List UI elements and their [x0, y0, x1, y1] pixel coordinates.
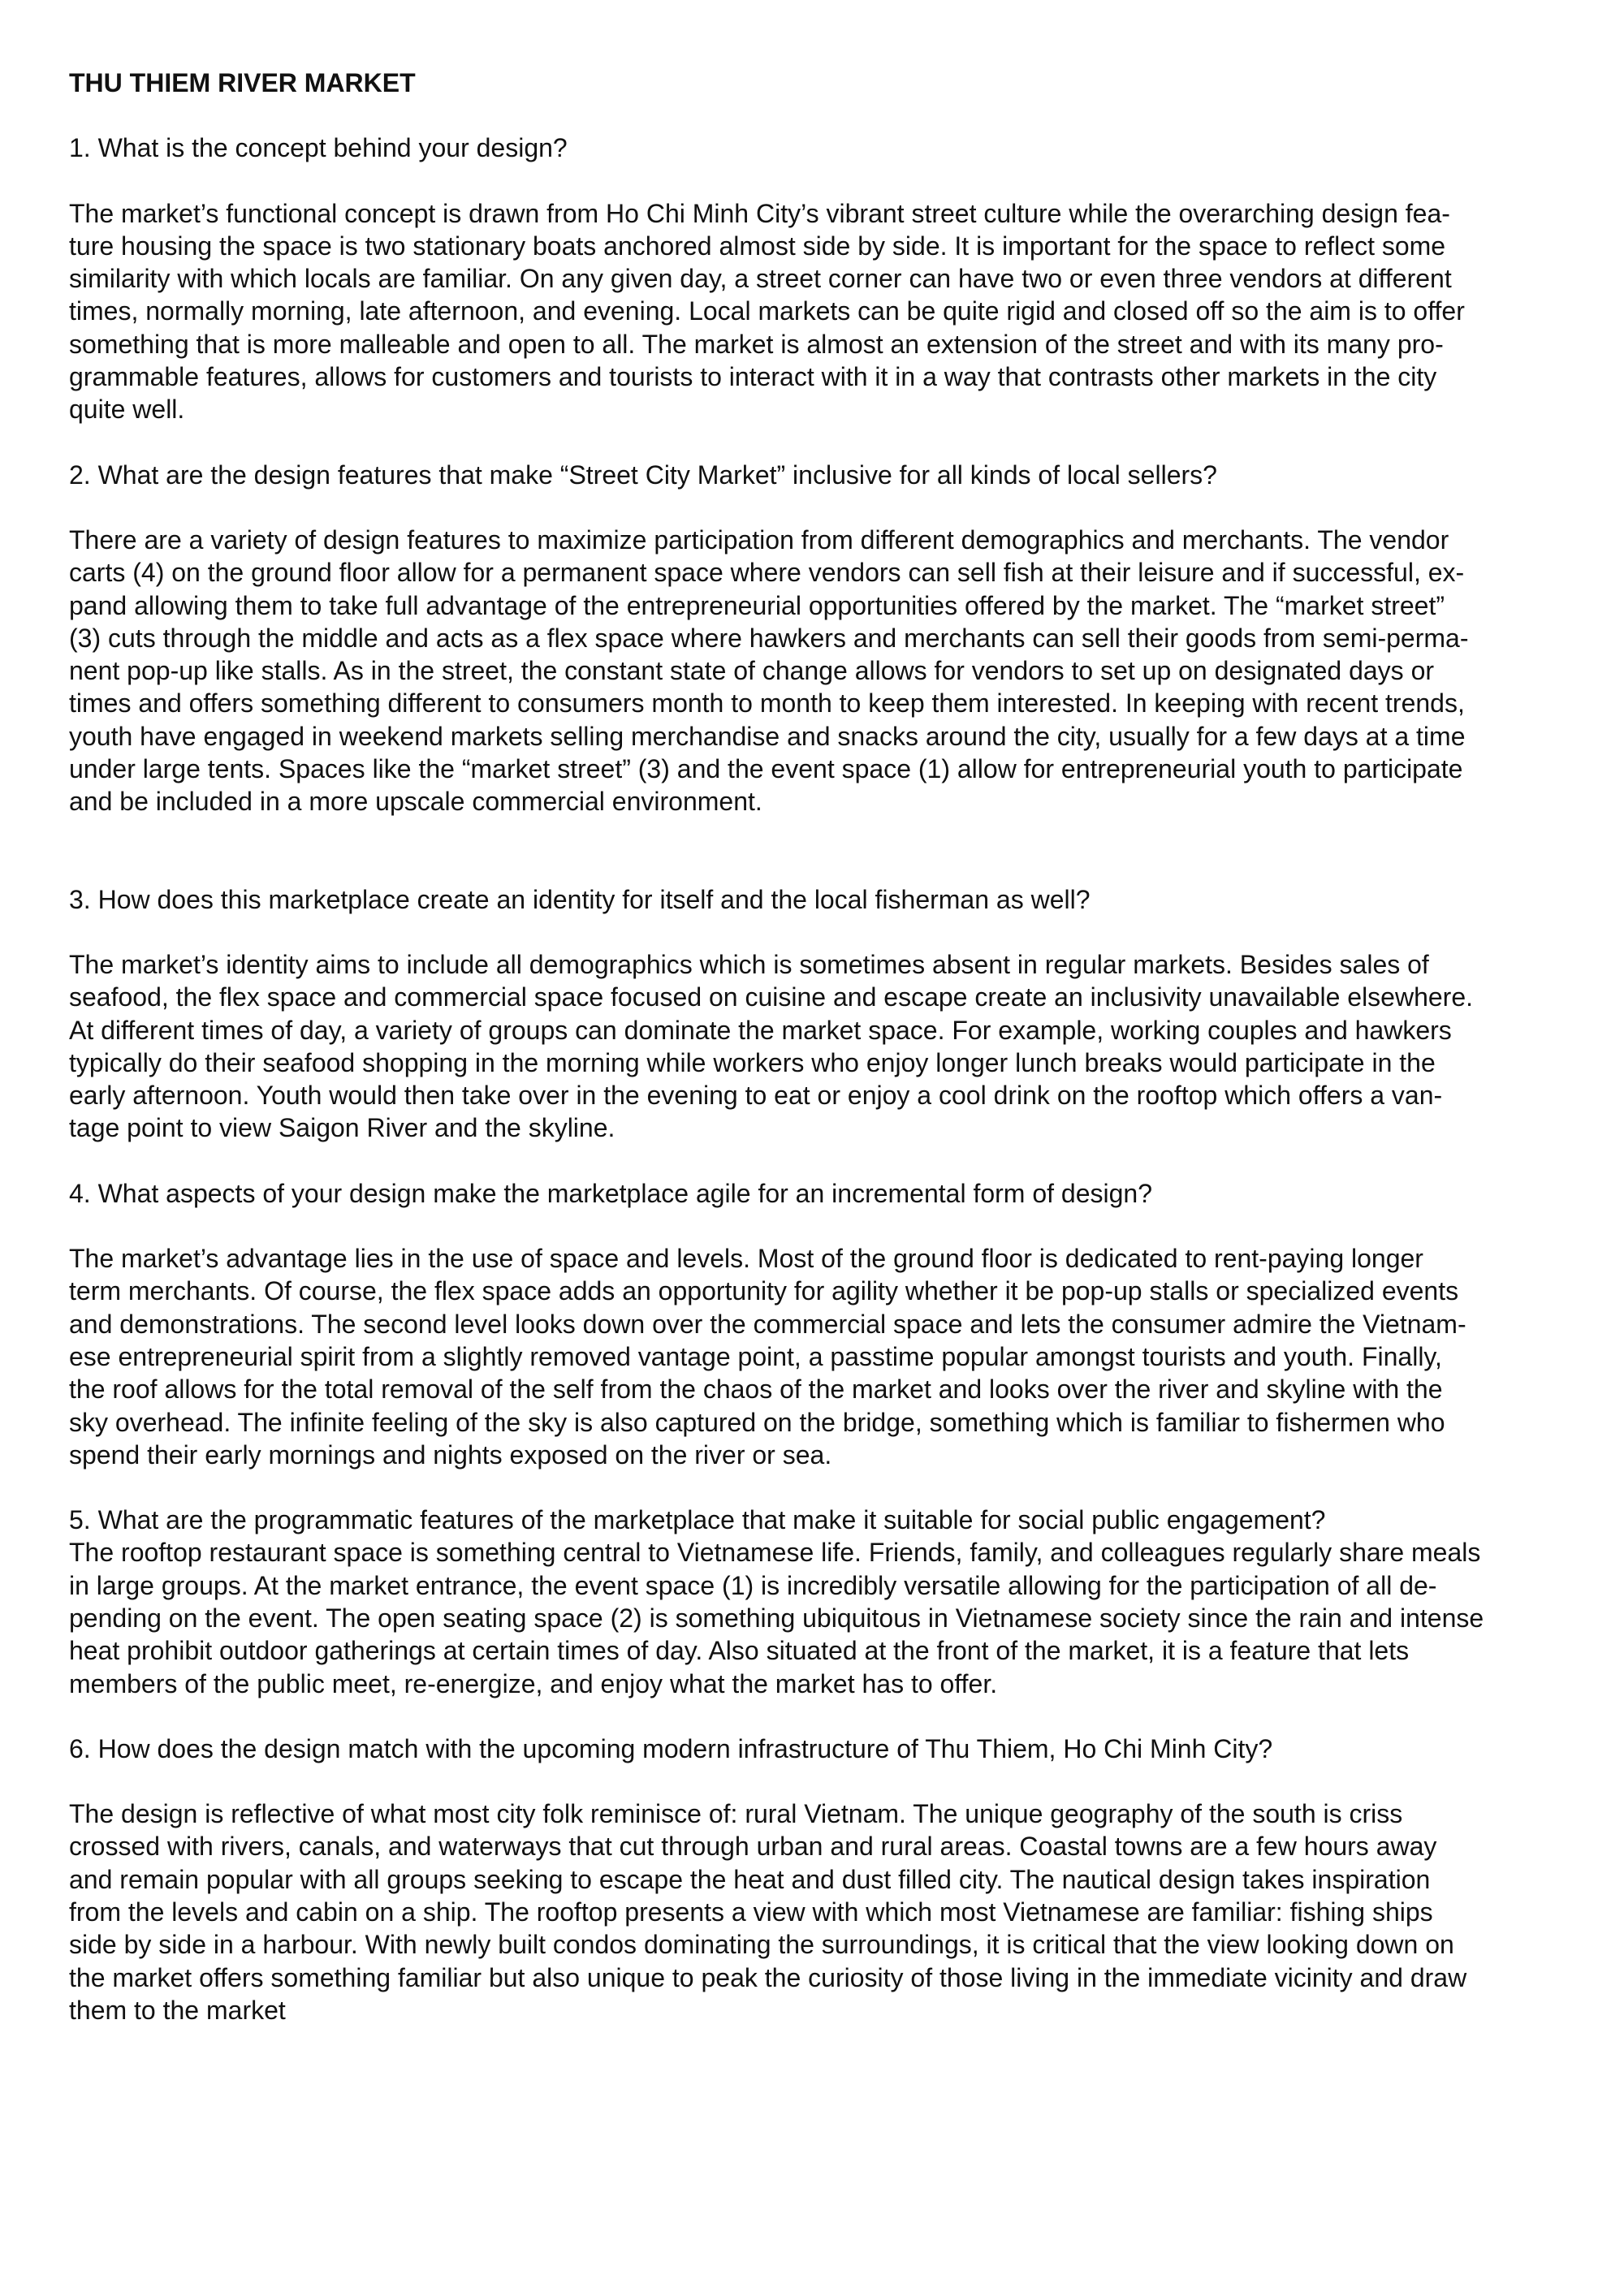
answer-line: The market’s advantage lies in the use of space and levels. Most of the ground floor is dedicated to rent-paying longer — [69, 1244, 1423, 1274]
answer-line: The market’s identity aims to include all demographics which is sometimes absent in regular markets. Besides sales of — [69, 949, 1429, 979]
answer-line: tage point to view Saigon River and the skyline. — [69, 1113, 615, 1143]
answer-line: The design is reflective of what most city folk reminisce of: rural Vietnam. The unique geography of the south is criss — [69, 1799, 1403, 1829]
answer-line: times, normally morning, late afternoon, and evening. Local markets can be quite rigid and closed off so the aim is to offer — [69, 296, 1465, 326]
question-2: 2. What are the design features that make “Street City Market” inclusive for all kinds of local sellers? — [69, 460, 1217, 490]
answer-line: The market’s functional concept is drawn from Ho Chi Minh City’s vibrant street culture while the overarching design fea- — [69, 198, 1450, 228]
answer-line: The rooftop restaurant space is something central to Vietnamese life. Friends, family, and colleagues regularly share meals — [69, 1538, 1481, 1568]
answer-line: crossed with rivers, canals, and waterways that cut through urban and rural areas. Coastal towns are a few hours away — [69, 1832, 1437, 1862]
answer-line: something that is more malleable and open to all. The market is almost an extension of the street and with its many pro- — [69, 329, 1444, 359]
answer-line: ture housing the space is two stationary boats anchored almost side by side. It is important for the space to reflect some — [69, 231, 1446, 261]
answer-6 — [69, 1798, 1563, 2026]
answer-line: times and offers something different to consumers month to month to keep them interested. In keeping with recent trends, — [69, 688, 1465, 719]
answer-line: There are a variety of design features to maximize participation from different demographics and merchants. The vendor — [69, 524, 1449, 555]
answer-line: early afternoon. Youth would then take over in the evening to eat or enjoy a cool drink on the rooftop which offers a van- — [69, 1081, 1443, 1111]
answer-line: youth have engaged in weekend markets selling merchandise and snacks around the city, usually for a few days at a time — [69, 721, 1466, 751]
answer-line: heat prohibit outdoor gatherings at certain times of day. Also situated at the front of the market, it is a feature that lets — [69, 1636, 1410, 1666]
answer-line: seafood, the flex space and commercial space focused on cuisine and escape create an inclusivity unavailable elsewhere. — [69, 982, 1474, 1012]
question-1: 1. What is the concept behind your design? — [69, 133, 568, 163]
section-6 — [69, 1733, 1563, 2026]
answer-line: (3) cuts through the middle and acts as a flex space where hawkers and merchants can sell their goods from semi-perma- — [69, 623, 1469, 653]
answer-line: ese entrepreneurial spirit from a slightly removed vantage point, a passtime popular amongst tourists and youth. Finally, — [69, 1341, 1442, 1371]
section-4 — [69, 1177, 1563, 1471]
question-5: 5. What are the programmatic features of the marketplace that make it suitable for social public engagement? — [69, 1505, 1326, 1535]
answer-line: from the levels and cabin on a ship. The rooftop presents a view with which most Vietnamese are familiar: fishing ships — [69, 1897, 1433, 1927]
answer-line: quite well. — [69, 395, 185, 425]
question-4: 4. What aspects of your design make the marketplace agile for an incremental form of design? — [69, 1178, 1153, 1208]
answer-line: and be included in a more upscale commercial environment. — [69, 787, 762, 817]
section-2 — [69, 459, 1563, 818]
question-6: 6. How does the design match with the upcoming modern infrastructure of Thu Thiem, Ho Chi Minh City? — [69, 1733, 1273, 1763]
section-1 — [69, 132, 1563, 425]
answer-line: carts (4) on the ground floor allow for a permanent space where vendors can sell fish at their leisure and if successful, ex- — [69, 558, 1465, 588]
answer-1 — [69, 197, 1563, 426]
answer-line: term merchants. Of course, the flex space adds an opportunity for agility whether it be pop-up stalls or specialized events — [69, 1276, 1459, 1306]
answer-line: nent pop-up like stalls. As in the street, the constant state of change allows for vendors to set up on designated days or — [69, 656, 1435, 686]
answer-line: typically do their seafood shopping in the morning while workers who enjoy longer lunch breaks would participate in the — [69, 1047, 1436, 1077]
answer-4 — [69, 1242, 1563, 1471]
answer-line: pand allowing them to take full advantage of the entrepreneurial opportunities offered by the market. The “market street” — [69, 590, 1445, 620]
answer-line: and demonstrations. The second level looks down over the commercial space and lets the consumer admire the Vietnam- — [69, 1309, 1466, 1339]
answer-line: similarity with which locals are familiar. On any given day, a street corner can have two or even three vendors at different — [69, 264, 1452, 294]
answer-line: the roof allows for the total removal of the self from the chaos of the market and looks over the river and skyline with the — [69, 1375, 1443, 1405]
answer-line: the market offers something familiar but also unique to peak the curiosity of those living in the immediate vicinity and draw — [69, 1962, 1467, 1992]
answer-line: and remain popular with all groups seeking to escape the heat and dust filled city. The nautical design takes inspiration — [69, 1864, 1431, 1894]
section-5 — [69, 1504, 1563, 1700]
answer-line: members of the public meet, re-energize, and enjoy what the market has to offer. — [69, 1668, 998, 1698]
answer-line: side by side in a harbour. With newly built condos dominating the surroundings, it is critical that the view looking down on — [69, 1930, 1454, 1960]
document-page — [69, 67, 1563, 2026]
answer-line: in large groups. At the market entrance, the event space (1) is incredibly versatile allowing for the participation of all de- — [69, 1570, 1437, 1600]
answer-2 — [69, 524, 1563, 818]
document-title: THU THIEM RIVER MARKET — [69, 68, 416, 97]
section-3 — [69, 883, 1563, 1145]
answer-line: pending on the event. The open seating space (2) is something ubiquitous in Vietnamese society since the rain and intense — [69, 1603, 1484, 1633]
answer-line: At different times of day, a variety of groups can dominate the market space. For example, working couples and hawkers — [69, 1015, 1452, 1045]
question-3: 3. How does this marketplace create an identity for itself and the local fisherman as well? — [69, 884, 1091, 914]
answer-5 — [69, 1536, 1563, 1699]
answer-line: spend their early mornings and nights exposed on the river or sea. — [69, 1439, 832, 1470]
answer-line: them to the market — [69, 1995, 286, 2025]
answer-line: sky overhead. The infinite feeling of the sky is also captured on the bridge, something which is familiar to fishermen who — [69, 1407, 1445, 1437]
answer-3 — [69, 948, 1563, 1145]
answer-line: under large tents. Spaces like the “market street” (3) and the event space (1) allow for entrepreneurial youth to participate — [69, 754, 1463, 784]
answer-line: grammable features, allows for customers and tourists to interact with it in a way that contrasts other markets in the city — [69, 362, 1437, 392]
